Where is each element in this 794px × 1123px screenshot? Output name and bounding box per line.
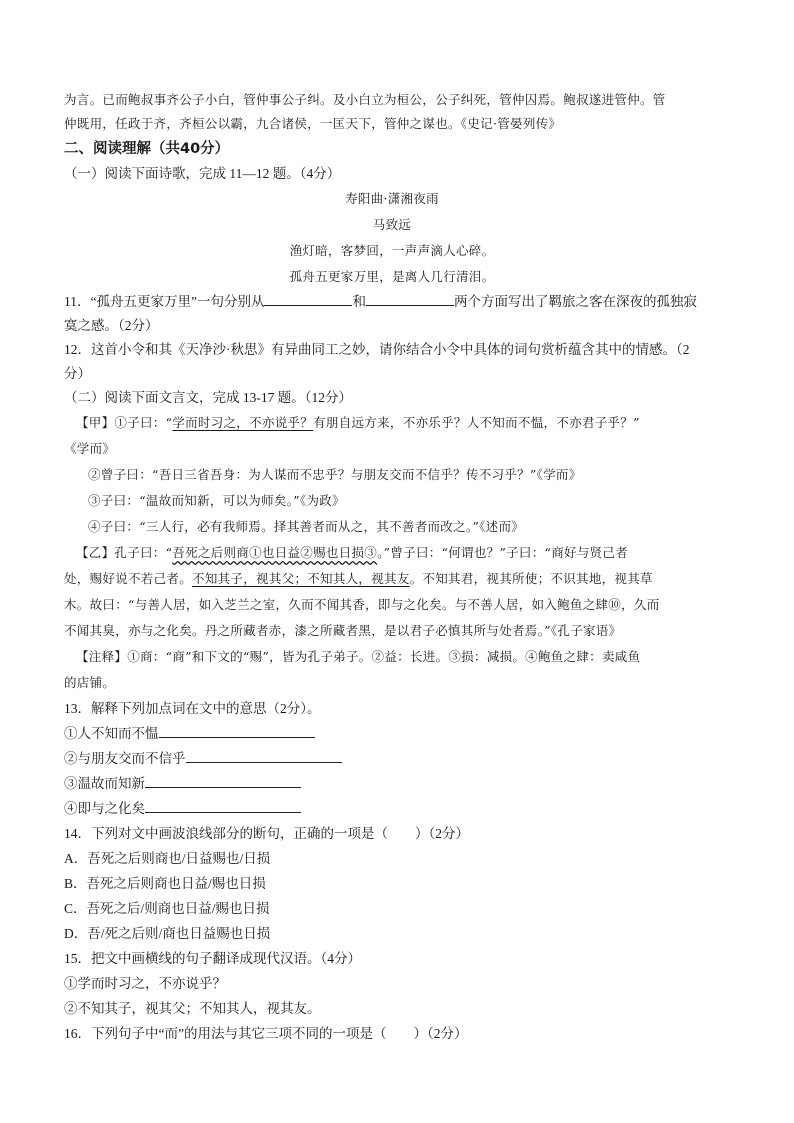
q11-answer-blank-1[interactable] [264, 291, 352, 306]
q11-text-b: 和 [352, 294, 366, 309]
poem-line-2: 孤舟五更家万里，是离人几行清泪。 [289, 269, 495, 284]
q15-sentence-1: ①学而时习之，不亦说乎？ [64, 976, 226, 991]
yi-1-a: 【乙】孔子曰：“ [76, 545, 173, 560]
q14-option-b[interactable]: B．吾死之后则商也日益/赐也日损 [64, 876, 266, 891]
yi-4: 不闻其臭，亦与之化矣。丹之所藏者赤，漆之所藏者黑，是以君子必慎其所与处者焉。”《孔子家语》 [64, 623, 622, 638]
q14-option-c[interactable]: C．吾死之后/则商也日益/赐也日损 [64, 901, 270, 916]
jia-4: ④子曰：“三人行，必有我师焉。择其善者而从之，其不善者而改之。”《述而》 [88, 519, 525, 534]
q13-item-1 [64, 721, 720, 746]
jia-1-a: 【甲】①子曰：“ [76, 415, 173, 430]
q13-answer-blank-3[interactable] [145, 773, 301, 788]
yi-2 [64, 566, 720, 592]
q11-text-c: 两个方面写出了羁旅之客在深夜的孤独寂 [453, 294, 697, 309]
yi-3: 木。故曰：“与善人居，如入芝兰之室，久而不闻其香，即与之化矣。与不善人居，如入鲍鱼之肆⑩，久而 [64, 597, 660, 612]
q13-item-2-text: ②与朋友交而不信乎 [64, 751, 186, 766]
yi-2-b: 。不知其君，视其所使；不识其地，视其草 [409, 571, 653, 586]
poem-author: 马致远 [372, 217, 412, 232]
yi-2-underlined: 不知其子，视其父；不知其人，视其友 [192, 571, 410, 586]
q14-option-d[interactable]: D．吾/死之后则/商也日益赐也日损 [64, 926, 271, 941]
passage-tail-line-2: 仲既用，任政于齐，齐桓公以霸，九合诸侯，一匡天下，管仲之谋也。《史记·管晏列传》 [64, 116, 562, 131]
jia-1 [64, 410, 720, 436]
question-16-stem: 16．下列句子中“而”的用法与其它三项不同的一项是（ ）（2分） [64, 1026, 468, 1041]
yi-wavy-segment: 吾死之后则商①也日益②赐也日损③ [172, 545, 378, 560]
question-11 [64, 290, 720, 314]
part-1-intro: （一）阅读下面诗歌，完成 11—12 题。（4分） [64, 166, 341, 181]
q11-answer-blank-2[interactable] [366, 291, 454, 306]
q13-item-4-text: ④即与之化矣 [64, 801, 145, 816]
q11-text-a: 11．“孤舟五更家万里”一句分别从 [64, 294, 265, 309]
q14-option-a[interactable]: A．吾死之后则商也/日益赐也/日损 [64, 851, 271, 866]
question-12-line-2: 分） [64, 366, 91, 381]
question-13-stem: 13．解释下列加点词在文中的意思（2分）。 [64, 701, 321, 716]
question-14-stem: 14．下列对文中画波浪线部分的断句，正确的一项是（ ）（2分） [64, 826, 469, 841]
jia-1-b: 有朋自远方来，不亦乐乎？人不知而不愠，不亦君子乎？” [313, 415, 640, 430]
yi-1-b: 。”曾子曰：“何谓也？”子曰：“商好与贤己者 [377, 545, 629, 560]
passage-tail-line-1: 为言。已而鲍叔事齐公子小白，管仲事公子纠。及小白立为桓公，公子纠死，管仲囚焉。鲍叔遂进管仲。管 [64, 92, 666, 107]
jia-1-underlined: 学而时习之，不亦说乎？ [172, 415, 314, 430]
q11-text-d: 寞之感。（2分） [64, 318, 159, 333]
jia-3: ③子曰：“温故而知新，可以为师矣。”《为政》 [88, 493, 345, 508]
note-line-2: 的店铺。 [64, 675, 116, 690]
q13-item-1-text: ①人不知而不愠 [64, 726, 159, 741]
yi-2-a: 处，赐好说不若己者。 [64, 571, 193, 586]
q13-answer-blank-2[interactable] [186, 748, 342, 763]
question-12-line-1: 12．这首小令和其《天净沙·秋思》有异曲同工之妙，请你结合小令中具体的词句赏析蕴含其中的情感。（2 [64, 342, 690, 357]
q13-item-3 [64, 771, 720, 796]
q13-answer-blank-4[interactable] [145, 798, 301, 813]
q13-answer-blank-1[interactable] [159, 723, 315, 738]
q13-item-4 [64, 796, 720, 821]
note-line-1: 【注释】①商：“商”和下文的“赐”，皆为孔子弟子。②益：长进。③损：减损。④鲍鱼之肆：卖咸鱼 [76, 649, 641, 664]
yi-1 [64, 540, 720, 566]
jia-2: ②曾子曰：“吾日三省吾身：为人谋而不忠乎？与朋友交而不信乎？传不习乎？”《学而》 [88, 467, 582, 482]
section-2-title: 二、阅读理解（共40分） [64, 141, 230, 157]
q15-sentence-2: ②不知其子，视其父；不知其人，视其友。 [64, 1001, 321, 1016]
exam-page [64, 88, 720, 1046]
poem-line-1: 渔灯暗，客梦回，一声声滴人心碎。 [289, 243, 495, 258]
q13-item-3-text: ③温故而知新 [64, 776, 145, 791]
part-2-intro: （二）阅读下面文言文，完成 13-17 题。（12分） [64, 390, 352, 405]
q13-item-2 [64, 746, 720, 771]
jia-1-source: 《学而》 [64, 441, 116, 456]
question-15-stem: 15．把文中画横线的句子翻译成现代汉语。（4分） [64, 951, 361, 966]
poem-title: 寿阳曲·潇湘夜雨 [345, 191, 439, 206]
